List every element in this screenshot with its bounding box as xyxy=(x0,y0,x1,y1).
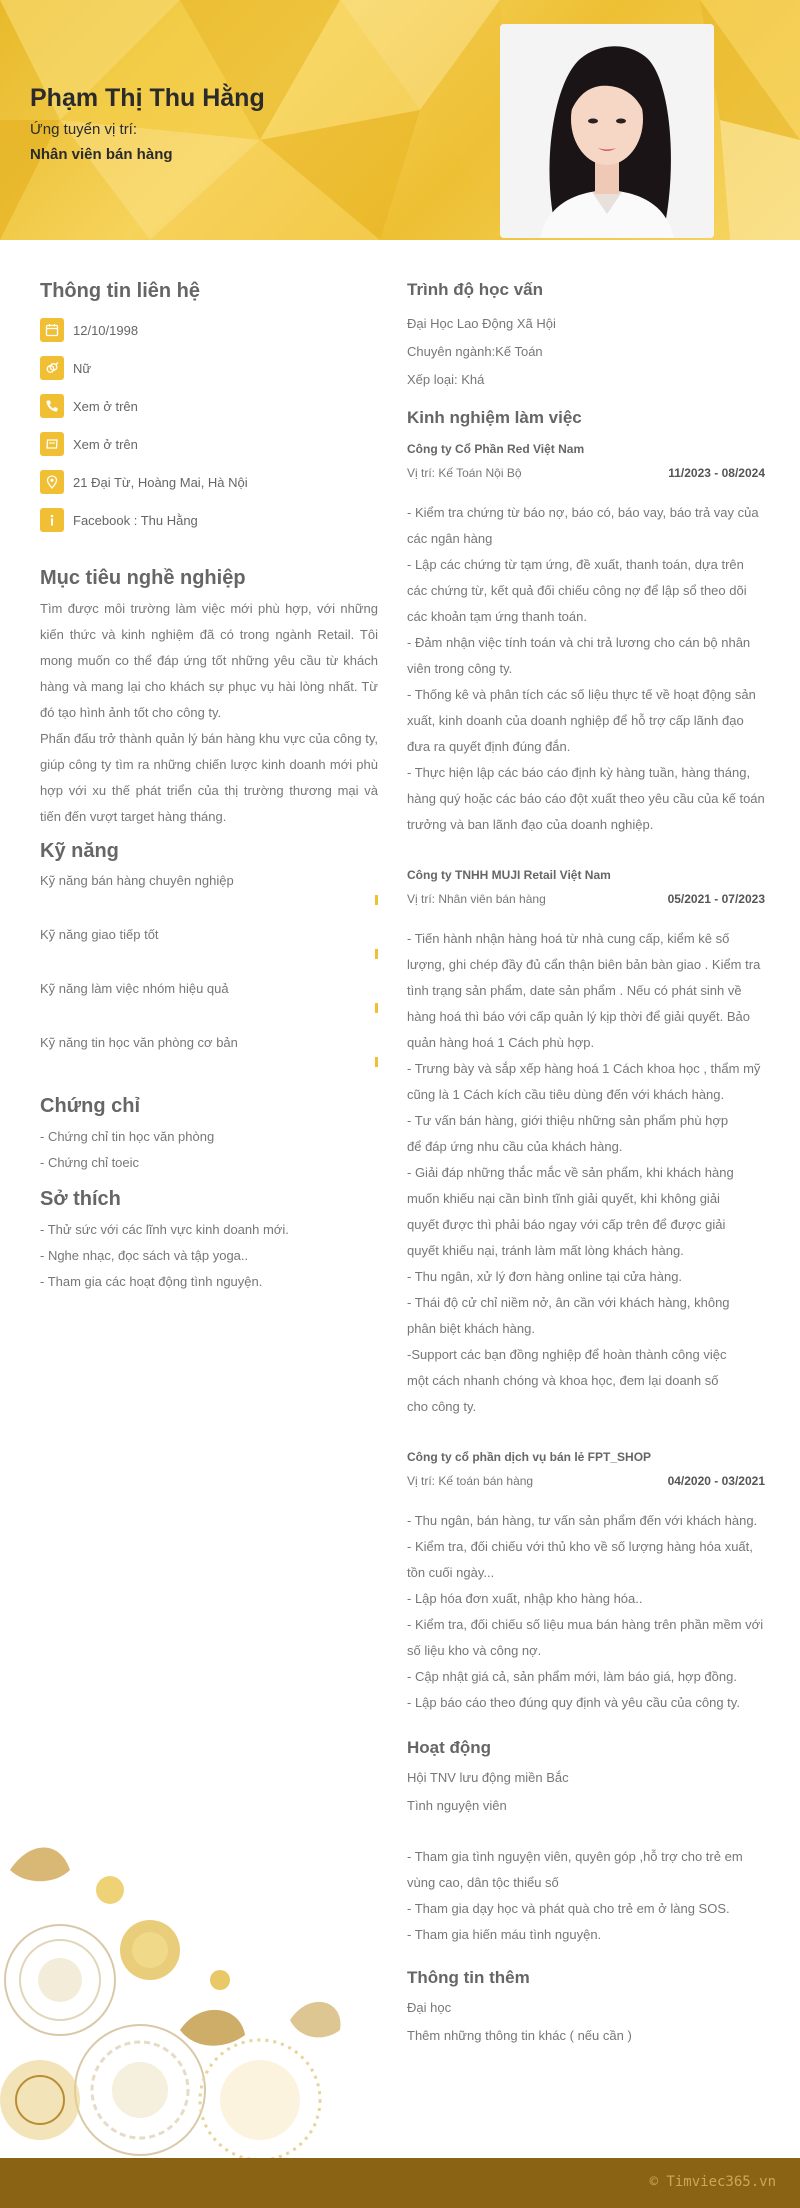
skill-level-marker xyxy=(375,895,378,905)
job-duty: - Giải đáp những thắc mắc về sản phẩm, khi khách hàng xyxy=(407,1165,734,1180)
job-entry xyxy=(407,1450,765,1716)
job-duty: - Lập hóa đơn xuất, nhập kho hàng hóa.. xyxy=(407,1591,643,1606)
job-period: 05/2021 - 07/2023 xyxy=(667,892,765,906)
extra-item: Đại học xyxy=(407,2000,452,2015)
skill-name: Kỹ năng bán hàng chuyên nghiệp xyxy=(40,873,234,888)
activities-title: Hoạt động xyxy=(407,1738,492,1757)
job-entry xyxy=(407,868,765,1420)
skill-level-marker xyxy=(375,1003,378,1013)
job-duty: - Kiểm tra, đối chiếu số liệu mua bán hàng trên phần mềm với số liệu kho và công nợ. xyxy=(407,1617,764,1658)
job-duty: phân biệt khách hàng. xyxy=(407,1321,535,1336)
activity-role: Tình nguyện viên xyxy=(407,1798,507,1813)
education-major: Chuyên ngành:Kế Toán xyxy=(407,344,543,359)
contact-gender xyxy=(40,355,378,381)
skill-level-bar xyxy=(40,1003,378,1013)
skills-title: Kỹ năng xyxy=(40,840,119,862)
skill-item xyxy=(40,873,378,905)
skill-name: Kỹ năng tin học văn phòng cơ bản xyxy=(40,1035,238,1050)
objective-paragraph: Tìm được môi trường làm việc mới phù hợp, với những kiến thức và kinh nghiệm đã có trong ngành Retail. Tôi mong muốn co thể đáp ứng tốt những yêu cầu từ khách hàng và mang lại cho khách sự phục vụ hài lòng nhất. Từ đó tạo hình ảnh tốt cho công ty. xyxy=(40,601,378,720)
objective-paragraph: Phấn đấu trở thành quản lý bán hàng khu vực của công ty, giúp công ty tìm ra những chiến lược kinh doanh mới phù hợp với xu thế phát triển của thị trường thương mại và tiến đến vượt target hàng tháng. xyxy=(40,731,378,824)
hobbies-title: Sở thích xyxy=(40,1188,121,1210)
job-company: Công ty Cổ Phần Red Việt Nam xyxy=(407,442,585,456)
contact-text: Facebook : Thu Hằng xyxy=(73,512,198,528)
job-company: Công ty TNHH MUJI Retail Việt Nam xyxy=(407,868,611,882)
job-role: Vị trí: Kế toán bán hàng xyxy=(407,1474,534,1488)
job-duty: quyết khiếu nại, tránh làm mất lòng khách hàng. xyxy=(407,1243,684,1258)
job-duty: - Thu ngân, xử lý đơn hàng online tại cửa hàng. xyxy=(407,1269,683,1284)
contact-text: Xem ở trên xyxy=(73,398,138,414)
apply-position: Nhân viên bán hàng xyxy=(30,146,173,163)
contact-address xyxy=(40,469,378,495)
certificate-item: - Chứng chỉ tin học văn phòng xyxy=(40,1129,215,1144)
contact-text: 12/10/1998 xyxy=(73,322,139,338)
job-entry xyxy=(407,442,765,838)
job-period: 04/2020 - 03/2021 xyxy=(667,1474,765,1488)
extra-item: Thêm những thông tin khác ( nếu cần ) xyxy=(407,2028,632,2043)
info-icon xyxy=(40,508,64,532)
activity-item: - Tham gia tình nguyện viên, quyên góp ,hỗ trợ cho trẻ em vùng cao, dân tộc thiểu số xyxy=(407,1849,743,1890)
footer-bar xyxy=(0,2158,800,2208)
job-duty: - Thái độ cử chỉ niềm nở, ân cần với khách hàng, không xyxy=(407,1295,730,1310)
activity-org: Hội TNV lưu động miền Bắc xyxy=(407,1770,569,1785)
job-duty: - Kiểm tra, đối chiếu với thủ kho về số lượng hàng hóa xuất, tồn cuối ngày... xyxy=(407,1539,753,1580)
certificates-title: Chứng chỉ xyxy=(40,1095,141,1117)
skill-level-marker xyxy=(375,1057,378,1067)
job-duty: - Cập nhật giá cả, sản phẩm mới, làm báo giá, hợp đồng. xyxy=(407,1669,737,1684)
job-duty: - Lập các chứng từ tạm ứng, đề xuất, thanh toán, dựa trên các chứng từ, kết quả đối chiếu công nợ để lập sổ theo dõi các khoản tạm ứng thanh toán. xyxy=(407,557,747,624)
job-duty: - Thực hiện lập các báo cáo định kỳ hàng tuần, hàng tháng, hàng quý hoặc các báo cáo đột xuất theo yêu cầu của kế toán trưởng và ban lãnh đạo của doanh nghiệp. xyxy=(407,765,765,832)
skill-level-bar xyxy=(40,1057,378,1067)
job-duty: - Thu ngân, bán hàng, tư vấn sản phẩm đến với khách hàng. xyxy=(407,1513,758,1528)
activity-item: - Tham gia hiến máu tình nguyện. xyxy=(407,1927,602,1942)
gender-icon xyxy=(40,356,64,380)
contact-birthday xyxy=(40,317,378,343)
skill-level-bar xyxy=(40,949,378,959)
job-company: Công ty cổ phần dịch vụ bán lẻ FPT_SHOP xyxy=(407,1450,652,1464)
job-period: 11/2023 - 08/2024 xyxy=(668,466,765,480)
job-role: Vị trí: Kế Toán Nội Bộ xyxy=(407,466,522,480)
hobby-item: - Nghe nhạc, đọc sách và tập yoga.. xyxy=(40,1248,249,1263)
experience-title: Kinh nghiệm làm việc xyxy=(407,408,582,427)
hobby-item: - Thử sức với các lĩnh vực kinh doanh mới. xyxy=(40,1222,289,1237)
skill-item xyxy=(40,981,378,1013)
watermark-text: © Timviec365.vn xyxy=(649,2174,776,2190)
job-duty: quyết được thì phải báo ngay với cấp trên để được giải xyxy=(407,1217,726,1232)
calendar-icon xyxy=(40,318,64,342)
apply-label: Ứng tuyển vị trí: xyxy=(30,121,138,138)
left-column xyxy=(40,280,378,1295)
job-duty: - Lập báo cáo theo đúng quy định và yêu cầu của công ty. xyxy=(407,1695,740,1710)
job-duty: - Tư vấn bán hàng, giới thiệu những sản phẩm phù hợp xyxy=(407,1113,729,1128)
candidate-name: Phạm Thị Thu Hằng xyxy=(30,84,265,112)
activity-item: - Tham gia dạy học và phát quà cho trẻ em ở làng SOS. xyxy=(407,1901,730,1916)
job-duty: - Đảm nhận việc tính toán và chi trả lương cho cán bộ nhân viên trong công ty. xyxy=(407,635,751,676)
education-grade: Xếp loại: Khá xyxy=(407,372,485,387)
phone-icon xyxy=(40,394,64,418)
skill-level-marker xyxy=(375,949,378,959)
floral-decoration xyxy=(0,1830,380,2160)
skill-level-bar xyxy=(40,895,378,905)
contact-phone xyxy=(40,393,378,419)
objective-title: Mục tiêu nghề nghiệp xyxy=(40,567,246,589)
education-school: Đại Học Lao Động Xã Hội xyxy=(407,316,556,331)
contact-facebook xyxy=(40,507,378,533)
hobby-item: - Tham gia các hoạt động tình nguyện. xyxy=(40,1274,263,1289)
right-column xyxy=(407,280,765,2050)
header-banner xyxy=(0,0,800,240)
job-duty: - Tiến hành nhận hàng hoá từ nhà cung cấp, kiểm kê số lượng, ghi chép đầy đủ cẩn thận biên bản bàn giao . Kiểm tra tình trạng sản phẩm, date sản phẩm . Nếu có phát sinh về hàng hoá thì báo với cấp quản lý kịp thời để giải quyết. Bảo quản hàng hoá 1 Cách phù hợp. xyxy=(407,931,761,1050)
contact-text: 21 Đại Từ, Hoàng Mai, Hà Nội xyxy=(73,474,248,490)
contact-email xyxy=(40,431,378,457)
job-duty: muốn khiếu nại cần bình tĩnh giải quyết, khi không giải xyxy=(407,1191,720,1206)
contact-text: Nữ xyxy=(73,360,92,376)
location-icon xyxy=(40,470,64,494)
education-title: Trình độ học vấn xyxy=(407,280,544,299)
email-icon xyxy=(40,432,64,456)
skill-name: Kỹ năng giao tiếp tốt xyxy=(40,927,159,942)
job-duty: một cách nhanh chóng và khoa học, đem lại doanh số xyxy=(407,1373,719,1388)
job-duty: - Thống kê và phân tích các số liệu thực tế về hoạt động sản xuất, kinh doanh của doanh nghiệp để hỗ trợ cấp lãnh đạo đưa ra quyết định đúng đắn. xyxy=(407,687,756,754)
job-duty: cho công ty. xyxy=(407,1399,477,1414)
certificate-item: - Chứng chỉ toeic xyxy=(40,1155,140,1170)
job-duty: để đáp ứng nhu cầu của khách hàng. xyxy=(407,1139,623,1154)
job-duty: - Kiểm tra chứng từ báo nợ, báo có, báo vay, báo trả vay của các ngân hàng xyxy=(407,505,759,546)
skill-item xyxy=(40,927,378,959)
job-duty: - Trưng bày và sắp xếp hàng hoá 1 Cách khoa học , thẩm mỹ cũng là 1 Cách kích cầu tiêu dùng đến với khách hàng. xyxy=(407,1061,761,1102)
skill-item xyxy=(40,1035,378,1067)
extra-title: Thông tin thêm xyxy=(407,1968,530,1987)
profile-photo xyxy=(500,24,714,238)
contact-text: Xem ở trên xyxy=(73,436,138,452)
job-role: Vị trí: Nhân viên bán hàng xyxy=(407,892,546,906)
skill-name: Kỹ năng làm việc nhóm hiệu quả xyxy=(40,981,229,996)
contact-title: Thông tin liên hệ xyxy=(40,280,200,302)
job-duty: -Support các bạn đồng nghiệp để hoàn thành công việc xyxy=(407,1347,727,1362)
